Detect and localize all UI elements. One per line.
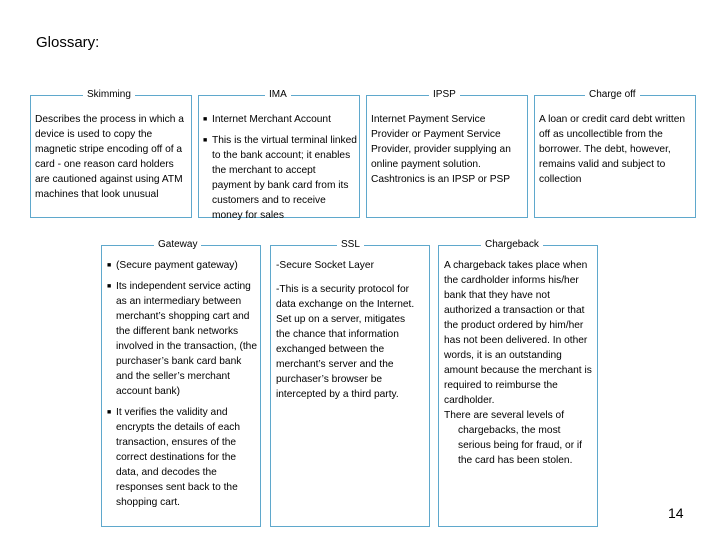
chargeback-text-2-rest: chargebacks, the most serious being for fraud, or if the card has been stolen. (458, 425, 583, 466)
gateway-label: Gateway (154, 238, 201, 252)
ssl-body (276, 258, 422, 402)
gateway-body (107, 258, 259, 516)
square-bullet-icon: ■ (107, 409, 112, 416)
chargeback-text-2-lead: There are several levels of (444, 410, 565, 421)
chargeback-box (438, 239, 598, 527)
square-bullet-icon: ■ (107, 262, 112, 269)
square-bullet-icon: ■ (203, 116, 208, 123)
gateway-bullet-3: ■ It verifies the validity and encrypts the details of each transaction, ensures of the correct destinations for the data, and decodes the responses sent back to the shopping cart. (107, 407, 241, 508)
ipsp-box (366, 89, 528, 218)
square-bullet-icon: ■ (203, 137, 208, 144)
ssl-box (270, 239, 430, 527)
page-number: 14 (668, 505, 684, 521)
ima-bullet-2: ■ This is the virtual terminal linked to the bank account; it enables the merchant to accept payment by bank card from its customers and to receive money for sales (203, 135, 357, 221)
ssl-line-2: -This is a security protocol for data exchange on the Internet. Set up on a server, mitigates the chance that information exchanged between the merchant’s server and the purchaser’s browser be intercepted by a third party. (276, 284, 415, 400)
charge-off-text: A loan or credit card debt written off as uncollectible from the borrower. The debt, however, remains valid and subject to collection (539, 114, 686, 185)
skimming-label: Skimming (83, 88, 135, 102)
square-bullet-icon: ■ (107, 283, 112, 290)
chargeback-text-1: A chargeback takes place when the cardholder informs his/her bank that they have not authorized a transaction or that the product ordered by him/her has not been delivered. In other words, it is an outstanding amount because the merchant is required to reimburse the cardholder. (444, 260, 592, 406)
gateway-bullet-1: ■ (Secure payment gateway) (107, 260, 238, 271)
page-title: Glossary: (36, 34, 100, 51)
ima-body (203, 112, 357, 229)
gateway-bullet-2: ■ Its independent service acting as an intermediary between merchant’s shopping cart and the different bank networks involved in the transaction, (the purchaser’s bank card bank and the seller’s merchant account bank) (107, 281, 258, 397)
ima-label: IMA (265, 88, 291, 102)
ssl-line-1: -Secure Socket Layer (276, 260, 374, 271)
chargeback-label: Chargeback (481, 238, 543, 252)
ima-bullet-1: ■ Internet Merchant Account (203, 114, 331, 125)
chargeback-body (444, 258, 594, 468)
gateway-box (101, 239, 261, 527)
ipsp-label: IPSP (429, 88, 460, 102)
skimming-box (30, 89, 192, 218)
skimming-text: Describes the process in which a device is used to copy the magnetic stripe encoding off of a card - one reason card holders are cautioned against using ATM machines that look unusual (35, 114, 184, 200)
charge-off-label: Charge off (585, 88, 640, 102)
ipsp-text: Internet Payment Service Provider or Payment Service Provider, provider supplying an online payment solution. Cashtronics is an IPSP or PSP (371, 114, 511, 185)
ssl-label: SSL (337, 238, 364, 252)
ima-box (198, 89, 360, 221)
charge-off-box (534, 89, 696, 218)
